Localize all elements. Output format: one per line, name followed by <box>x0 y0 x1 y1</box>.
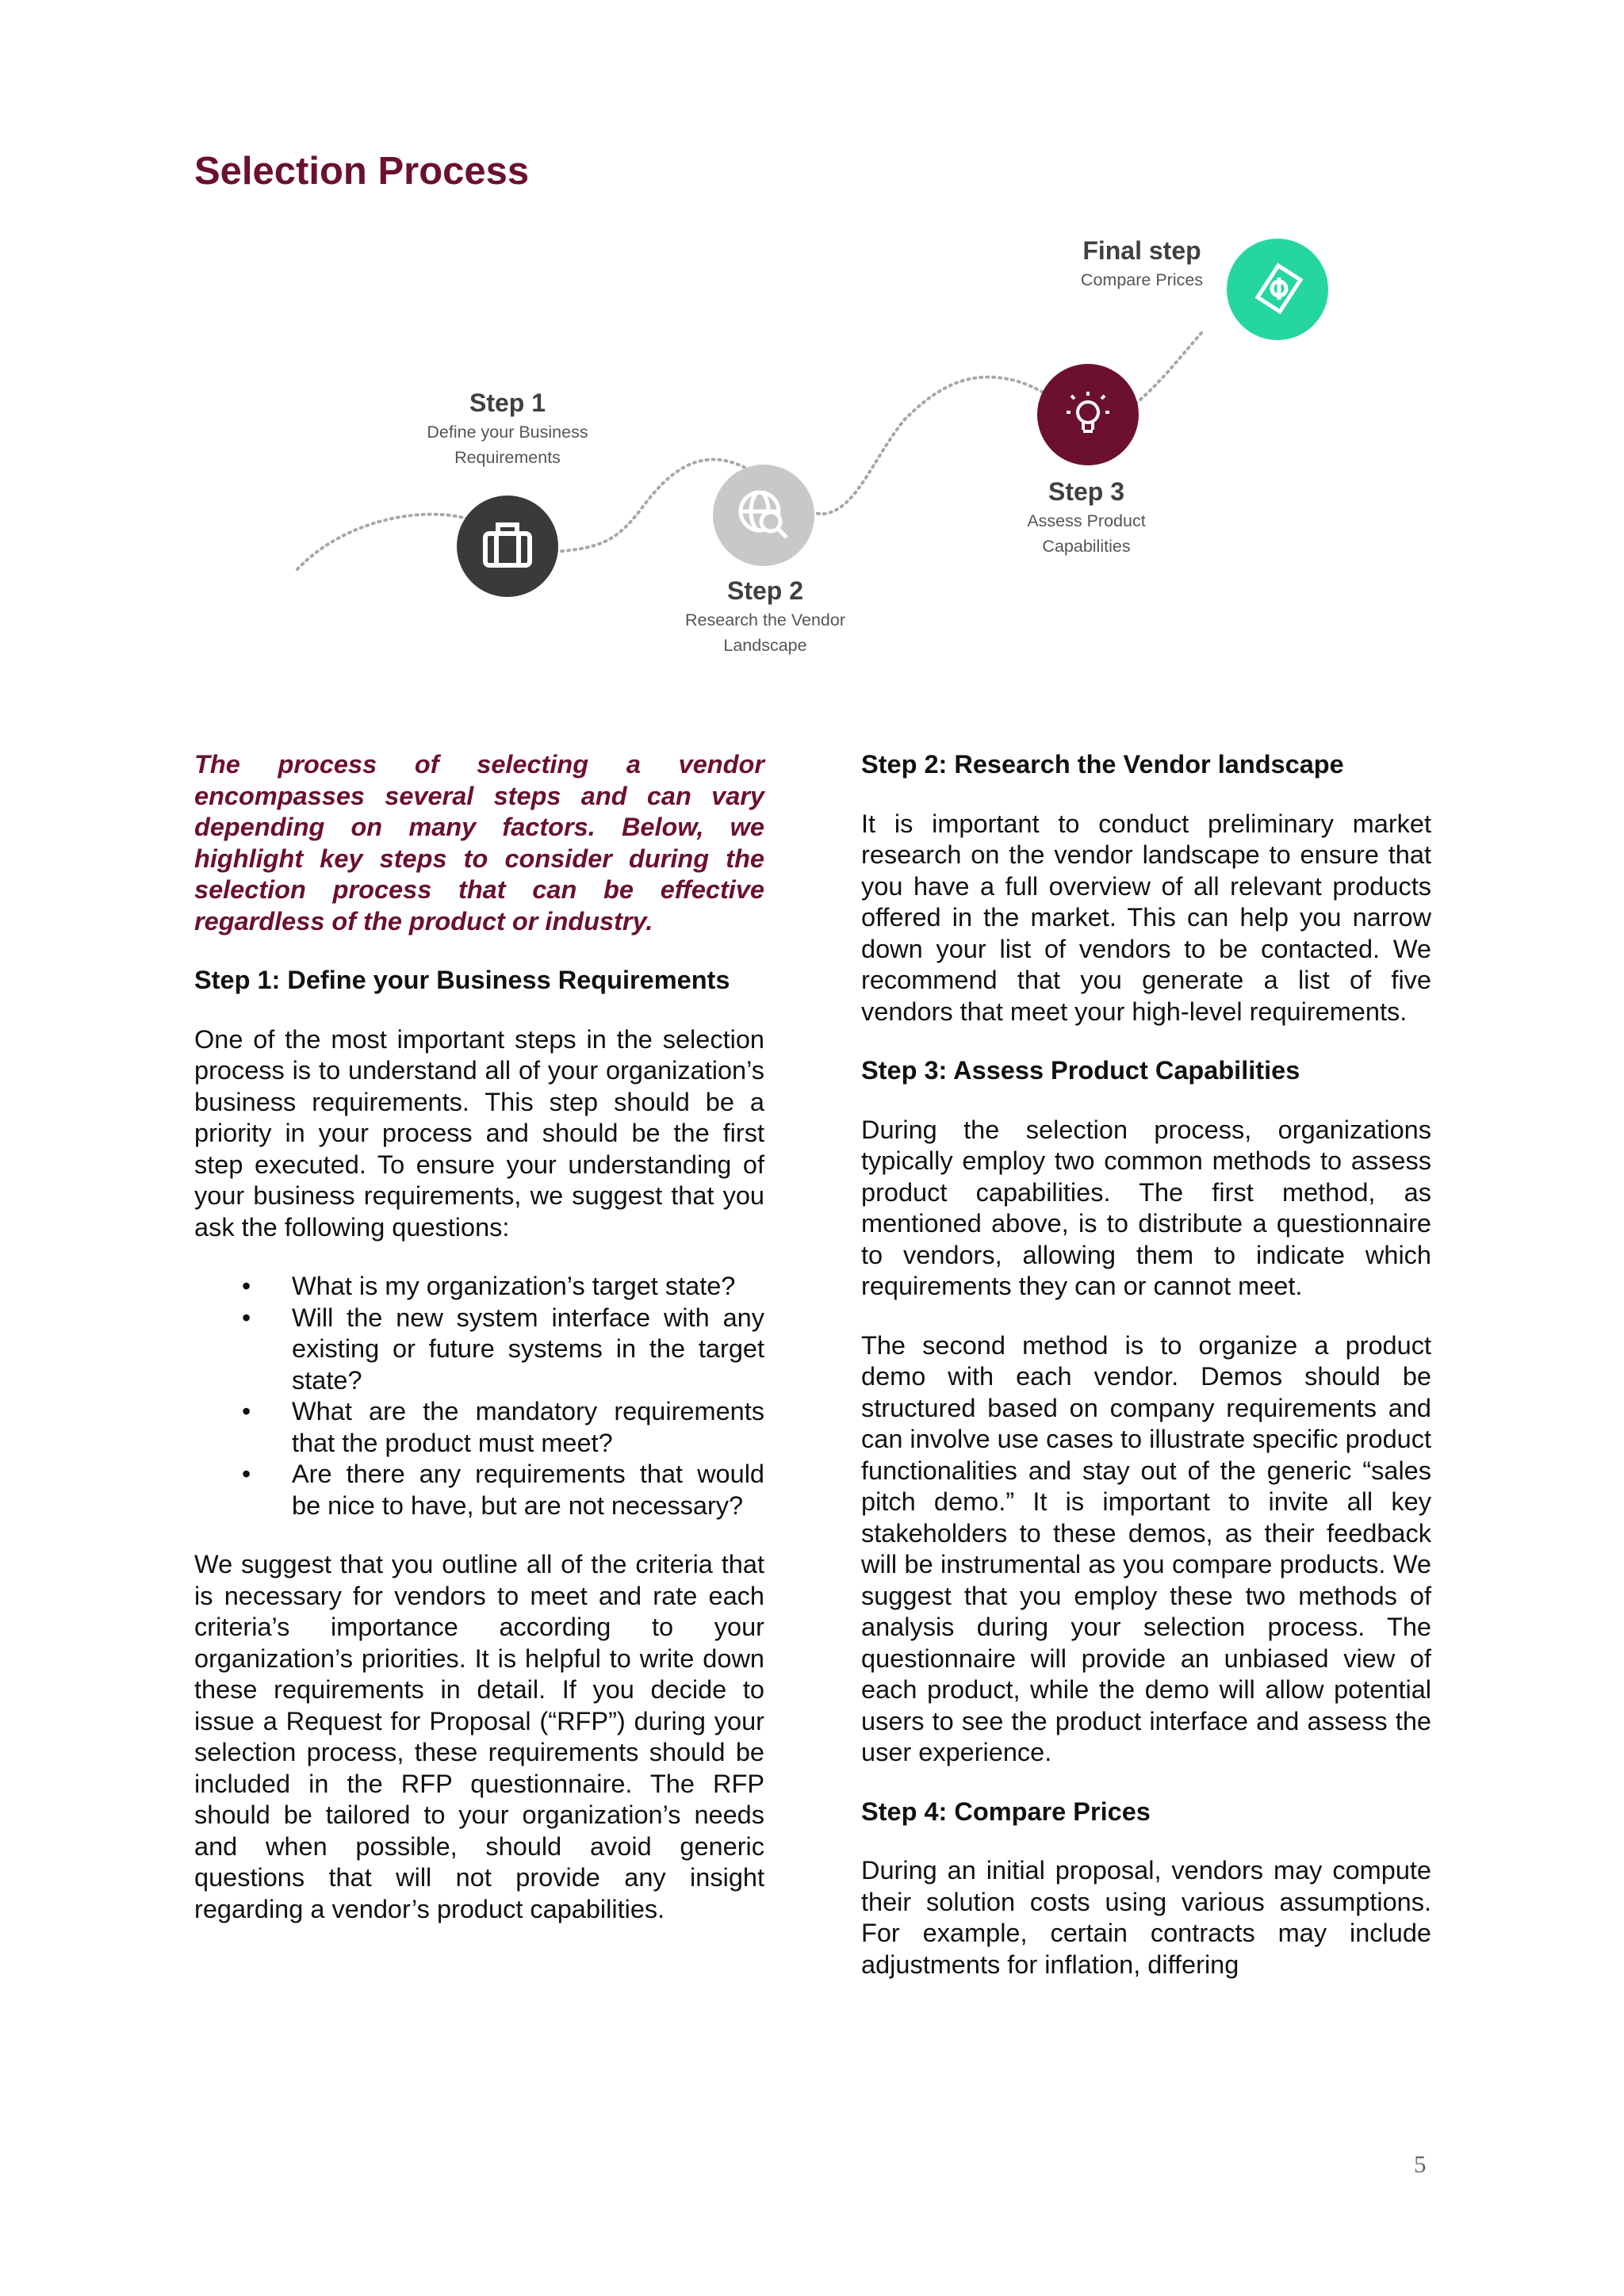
step3-label <box>987 477 1185 557</box>
step3-paragraph-1: During the selection process, organizations typically employ two common methods to assess product capabilities. The first method, as mentioned above, is to distribute a questionnaire to vendors, allowing them to indicate which requirements they can or cannot meet. <box>861 1115 1431 1300</box>
list-item: • What is my organization’s target state? <box>292 1271 764 1303</box>
list-item: • What are the mandatory requirements that the product must meet? <box>292 1396 764 1459</box>
step1-question-list <box>194 1271 764 1521</box>
step3-circle <box>1037 364 1139 465</box>
step3-heading: Step 3: Assess Product Capabilities <box>861 1056 1300 1085</box>
step1-node <box>457 496 558 597</box>
step3-paragraph-2: The second method is to organize a product demo with each vendor. Demos should be structured based on company requirements and can involve use cases to illustrate specific product functionalities and stay out of the generic “sales pitch demo.” It is important to invite all key stakeholders to these demos, as their feedback will be instrumental as you compare products. We suggest that you employ these two methods of analysis during your selection process. The questionnaire will provide an unbiased view of each product, while the demo will allow potential users to see the product interface and assess the user experience. <box>861 1330 1431 1766</box>
selection-process-diagram <box>270 222 1364 666</box>
page-title: Selection Process <box>194 150 530 193</box>
step3-title: Step 3 <box>1048 477 1125 506</box>
step1-subtitle-line2: Requirements <box>454 448 561 467</box>
page-number: 5 <box>1414 2150 1427 2178</box>
final-step-subtitle: Compare Prices <box>1080 270 1204 289</box>
step2-subtitle-line1: Research the Vendor <box>685 610 845 629</box>
step1-paragraph: One of the most important steps in the selection process is to understand all of your organization’s business requirements. This step should be a priority in your process and should be the first step executed. To ensure your understanding of your business requirements, we suggest that you ask the following questions: <box>194 1024 764 1242</box>
step1-heading: Step 1: Define your Business Requirements <box>194 966 730 994</box>
left-column <box>194 749 764 1953</box>
right-column <box>861 749 1431 2008</box>
final-step-label <box>1051 236 1233 291</box>
step1-circle <box>457 496 558 597</box>
step3-subtitle-line1: Assess Product <box>1027 511 1146 530</box>
step2-paragraph: It is important to conduct preliminary market research on the vendor landscape to ensure that you have a full overview of all relevant products offered in the market. This can help you narrow down your list of vendors to be contacted. We recommend that you generate a list of five vendors that meet your high-level requirements. <box>861 809 1431 1026</box>
intro-paragraph: The process of selecting a vendor encompasses several steps and can vary depending on many factors. Below, we highlight key steps to consider during the selection process that can be effective regardless of the product or industry. <box>194 750 764 936</box>
list-item: • Will the new system interface with any existing or future systems in the target state? <box>292 1303 764 1397</box>
step4-paragraph: During an initial proposal, vendors may compute their solution costs using various assumptions. For example, certain contracts may include adjustments for inflation, differing <box>861 1856 1431 1979</box>
step2-title: Step 2 <box>726 576 804 605</box>
step4-heading: Step 4: Compare Prices <box>861 1797 1151 1826</box>
step1-title: Step 1 <box>469 388 546 417</box>
step1-subtitle-line1: Define your Business <box>427 423 588 442</box>
final-step-title: Final step <box>1082 236 1201 265</box>
step2-label <box>658 576 872 656</box>
final-step-node <box>1227 239 1328 340</box>
step2-subtitle-line2: Landscape <box>723 636 807 655</box>
list-item: • Are there any requirements that would be nice to have, but are not necessary? <box>292 1459 764 1521</box>
step1-label <box>408 388 607 469</box>
step3-subtitle-line2: Capabilities <box>1042 537 1131 556</box>
step3-node <box>1037 364 1139 465</box>
step2-heading: Step 2: Research the Vendor landscape <box>861 750 1344 779</box>
criteria-paragraph: We suggest that you outline all of the criteria that is necessary for vendors to meet and rate each criteria’s importance according to your organization’s priorities. It is helpful to write down these requirements in detail. If you decide to issue a Request for Proposal (“RFP”) during your selection process, these requirements should be included in the RFP questionnaire. The RFP should be tailored to your organization’s needs and when possible, should avoid generic questions that will not provide any insight regarding a vendor’s product capabilities. <box>194 1550 764 1923</box>
step2-node <box>713 465 814 566</box>
